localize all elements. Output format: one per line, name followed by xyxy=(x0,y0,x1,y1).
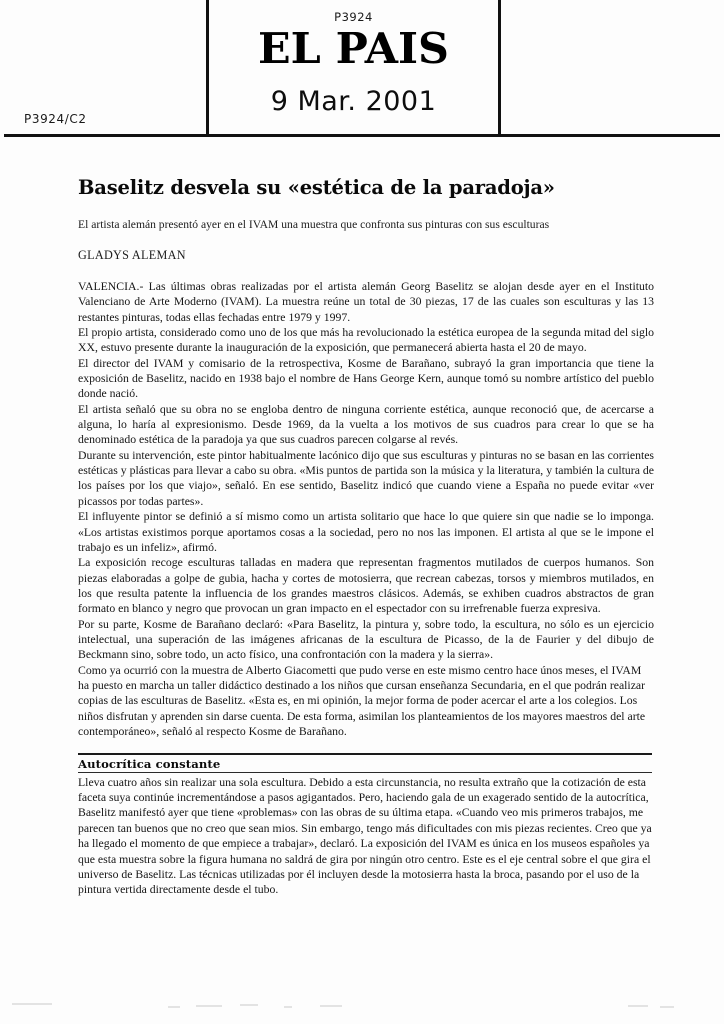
newspaper-title: EL PAIS xyxy=(257,24,449,73)
sidebar-paragraph: Lleva cuatro años sin realizar una sola escultura. Debido a esta circunstancia, no resulta extraño que la cotización de esta faceta suya continúe incrementándose a pasos agigantados. Pero, haciendo gala de un exagerado sentido de la autocrítica, Baselitz manifestó ayer que tiene «problemas» con las obras de su última etapa. «Cuando veo mis primeros trabajos, me parecen tan buenos que no creo que sean mios. Sin embargo, tengo más dificultades con mis piezas recientes. Creo que ya ha llegado el momento de que empiece a trabajar», declaró. La exposición del IVAM es única en los museos españoles ya que esta muestra sobre la figura humana no saldrá de gira por ningún otro centro. Este es el eje central sobre el que gira el universo de Baselitz. Las técnicas utilizadas por él incluyen desde la motosierra hasta la broca, pasando por el uso de la pintura vertida directamente desde el tubo. xyxy=(78,775,652,897)
article-paragraph: VALENCIA.- Las últimas obras realizadas por el artista alemán Georg Baselitz se alojan desde ayer en el Instituto Valenciano de Arte Moderno (IVAM). La muestra reúne un total de 30 piezas, 17 de las cuales son esculturas y las 13 restantes pinturas, todas ellas fechadas entre 1979 y 1997. xyxy=(78,280,654,324)
clipping-reference-code: P3924/C2 xyxy=(24,112,87,126)
masthead-bottom-rule xyxy=(4,134,720,137)
article-byline: GLADYS ALEMAN xyxy=(78,248,186,262)
article-body xyxy=(78,279,654,739)
article xyxy=(78,176,654,898)
page-title: Baselitz desvela su «estética de la paradoja» xyxy=(78,176,555,199)
article-paragraph: Como ya ocurrió con la muestra de Alberto Giacometti que pudo verse en este mismo centro hace únos meses, el IVAM ha puesto en marcha un taller didáctico destinado a los niños que cursan enseñanza Secundaria, en el que podrán realizar copias de las esculturas de Baselitz. «Esta es, en mi opinión, la mejor forma de poder acercar el arte a los colegios. Los niños disfrutan y aprenden sin darse cuenta. De esta forma, asimilan los planteamientos de los mayores maestros del arte contemporáneo», señaló al respecto Kosme de Barañano. xyxy=(78,663,646,738)
scan-speckle xyxy=(628,1005,648,1007)
article-paragraph: Por su parte, Kosme de Barañano declaró: «Para Baselitz, la pintura y, sobre todo, la escultura, no sólo es un ejercicio intelectual, una superación de las imágenes africanas de la escultura de Picasso, de la de Faurier y del dibujo de Beckmann sino, sobre todo, un acto físico, una confrontación con la madera y la sierra». xyxy=(78,617,654,662)
article-paragraph: El propio artista, considerado como uno de los que más ha revolucionado la estética europea de la segunda mitad del siglo XX, estuvo presente durante la inauguración de la exposición, que permanecerá abierta hasta el 20 de mayo. xyxy=(78,326,654,355)
sidebar-box xyxy=(78,753,654,897)
scan-speckle xyxy=(12,1003,52,1005)
article-paragraph: Durante su intervención, este pintor habitualmente lacónico dijo que sus esculturas y pinturas no se basan en las corrientes estéticas y plásticas para llevar a cabo su obra. «Mis puntos de partida son la música y la literatura, y también la cultura de los países por los que viajo», señaló. En ese sentido, Baselitz indicó que cuando viene a España no puede evitar «ver picassos por todas partes». xyxy=(78,448,654,508)
sidebar-title-underrule xyxy=(78,772,652,773)
article-paragraph: El influyente pintor se definió a sí mismo como un artista solitario que hace lo que quiere sin que nadie se lo imponga. «Los artistas existimos porque aportamos cosas a la sociedad, pero no nos las imponen. El artista al que se le impone el trabajo es un infeliz», afirmó. xyxy=(78,510,654,554)
scan-speckle xyxy=(660,1006,674,1008)
issue-date: 9 Mar. 2001 xyxy=(270,86,437,117)
masthead xyxy=(0,0,724,137)
sidebar-top-rule xyxy=(78,753,652,755)
article-paragraph: El director del IVAM y comisario de la retrospectiva, Kosme de Barañano, subrayó la gran importancia que tiene la exposición de Baselitz, nacido en 1938 bajo el nombre de Hans George Kern, aunque tomó su nombre artístico del pueblo donde nació. xyxy=(78,356,654,401)
scan-speckle xyxy=(168,1006,180,1008)
article-paragraph: La exposición recoge esculturas talladas en madera que representan fragmentos mutilados de cuerpos humanos. Son piezas elaboradas a golpe de gubia, hacha y cortes de motosierra, que recrean cabezas, torsos y miembros mutilados, en los que resulta patente la influencia de los grandes maestros clásicos. Además, se exhiben cuadros abstractos de gran formato en blanco y negro que provocan un gran impacto en el espectador con su irrefrenable fuerza expresiva. xyxy=(78,556,654,616)
sidebar-body xyxy=(78,775,654,898)
article-paragraph: El artista señaló que su obra no se engloba dentro de ninguna corriente estética, aunque reconoció que, de acercarse a alguna, lo haría al expresionismo. Desde 1969, da la vuelta a los motivos de sus cuadros para crear lo que se ha denominado estética de la paradoja ya que sus cuadros parecen colgarse al revés. xyxy=(78,402,654,447)
scan-speckle xyxy=(284,1006,292,1008)
document-code: P3924 xyxy=(334,10,373,24)
scan-speckle xyxy=(196,1005,222,1007)
masthead-center-block xyxy=(209,0,498,134)
sidebar-title: Autocrítica constante xyxy=(78,756,221,771)
scan-speckle xyxy=(240,1004,258,1006)
article-standfirst: El artista alemán presentó ayer en el IVAM una muestra que confronta sus pinturas con sus esculturas xyxy=(78,218,550,231)
scan-speckle xyxy=(320,1005,342,1007)
